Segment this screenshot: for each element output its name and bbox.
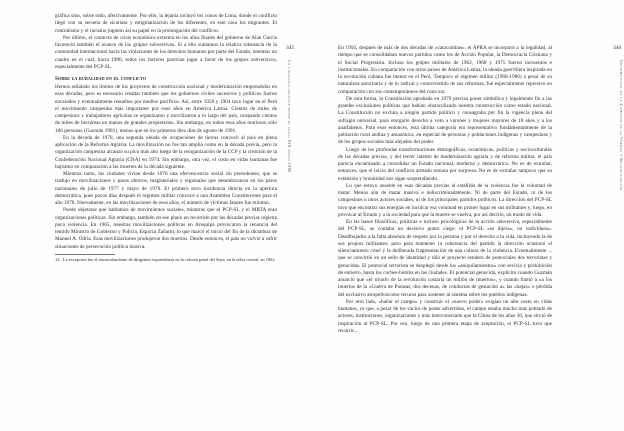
- right-page-body: [338, 45, 552, 335]
- body-paragraph: En 1956, después de más de dos décadas de «catacumbas», el APRA se incorporó a la legalidad, al tiempo que se consolidaban nuevos partidos como los de Acción Popular, la Democracia Cristiana y el Social Progresista. Incluso los golpes militares de 1962, 1968 y 1975 fueron incruentos e institucionales. En comparación con otros países de América Latina, la oleada guerrillera inspirada en la revolución cubana fue menor en el Perú. Tampoco el régimen militar (1968-1980) a pesar de su naturaleza autoritaria y de lo radical y controvertido de sus reformas, fue especialmente represivo en comparación con sus contemporáneos del cono sur.: [338, 45, 552, 95]
- footnote: [55, 257, 277, 263]
- body-paragraph: Luego de los profundas transformaciones demográficas, económicas, políticas y socioculturales de las décadas previas, y del tercer intento de modernización agraria y de reforma militar, el país parecía encaminado a consolidar un Estado nacional, moderno y democrático. No es de extrañar, entonces, que el inicio del conflicto armado tomara por sorpresa. No es de extrañar tampoco que su extensión y brutalidad nos sigan sorprendiendo.: [338, 146, 552, 182]
- page-number: 345: [286, 45, 295, 51]
- running-head-text: La violencia política desde el siglo XIX hasta 1990: [287, 60, 292, 173]
- section-heading: Sobre la ruralidad en el conflicto: [55, 76, 147, 82]
- body-paragraph: gráfica sino, sobre todo, afectivamente. Por ello, la lejanía incluyó los conos de Lima, donde el conflicto llegó con su secuela de sicariato y estigmatización de los diferentes, en este caso los migrantes. El centralismo y el racismo jugaron así su papel en la prolongación del conflicto.: [55, 13, 277, 34]
- body-paragraph: Puede objetarse que hablamos de movimientos sociales, mientras que el PCP-SL y el MRTA eran organizaciones políticas. Sin embargo, también en ese plano un recorrido por las décadas previas registra poca violencia. En 1965, nuestras movilizaciones políticas en Arequipa provocaron la renuncia del temido Ministro de Gobierno y Policía, Esparza Zañartu, lo que marcó el inicio del fin de la dictadura de Manuel A. Odría. Esas movilizaciones produjeron dos muertos. Desde entonces, el país no volvió a sufrir situaciones de persecución política masiva.: [55, 207, 277, 250]
- body-paragraph: De otra forma, la Constitución aprobada en 1979 precisa poner simbólica y legalmente fin a las grandes exclusiones políticas que habían obstaculizado nuestra construcción como estado nacional. La Constitución no excluía a ningún partido político y consagraba por fin la vigencia plena del sufragio universal, para otorgarle derecho a voto a varones y mujeres mayores de 18 años y a los analfabetos. Para esos entonces, esta última categoría era representativo fundamentalmente de la población rural andina y amazónica, en especial de personas y poblaciones indígenas y campesinas y de los grupos sociales más alejados del poder.: [338, 95, 552, 146]
- body-paragraph: En la década de 1970, una segunda oleada de ocupaciones de tierras convocó al país en plena aplicación de la Reforma Agraria. La movilización no fue tan amplia como en la década previa, pero la organización campesina alcanzó su pico más alto luego de la reorganización de la CCP y la creación de la Confederación Nacional Agraria (CNA) en 1974. Sin embargo, otra vez, el costo en vidas humanas fue bajísimo en comparación a las muertes de la década siguiente.: [55, 134, 277, 170]
- running-head: [287, 60, 297, 390]
- footnote-mark: 12: [55, 256, 60, 262]
- footnote-text: La excepción fue el encarcelamiento de dirigentes izquierdistas en la colonia penal del Sepa, en la selva central, en 1962.: [63, 256, 276, 262]
- left-page-body: [55, 13, 277, 263]
- left-page: [0, 0, 300, 431]
- body-paragraph: Mientras tanto, las ciudades vivían desde 1976 una efervescencia social sin precedentes, que se tradujo en movilizaciones y paros obreros, magisteriales y regionales que desembocaron en los paros nacionales de julio de 1977 y mayo de 1978. El primero tuvo incidencia directa en la apertura democrática, pues pocos días después el régimen militar convocó a una Asamblea Constituyente para el año 1978. Nuevamente, en las movilizaciones de esos años, el número de víctimas fatales fue mínimo.: [55, 171, 277, 206]
- body-paragraph: Por otro lado, «bañar el campo» y construir el «nuevo poder» exigían un alto costo en vidas humanas, ya que, a pesar de los vacíos de poder advertidos, el campo estaba mucho más poblado de actores, instituciones, organizaciones y más interconectado que la China de los años 30, que sirvió de inspiración al PCP-SL. Por eso, luego de una primera etapa de aceptación, el PCP-SL tuvo que recurrir...: [338, 298, 552, 334]
- body-paragraph: En las bases filosóficas, políticas e incluso psicológicas de la acción subversiva, especialmente del PCP-SL, se contaba un decisivo punto ciego: el PCP-SL «se dijera», no individuos». Desdibujados a la falta absoluta de respeto por la persona y por el derecho a la vida, incluyendo la de sus propios militantes; pero para mantener la coherencia del partido la dirección ocasionó el silenciamiento cruel y la deliberada fragmentación de una cultura de la violencia. Eventualmente ... que se convirtió en un sello de identidad y tiñó el proyecto sendero de potenciales dos terroristas y genocidas. El potencial terrorista se desplegó desde los «aniquilamientos» con sevicia y prohibición de entierro, hasta los coches-bomba en las ciudades. El potencial genocida, explícito cuando Guzmán anunció que «el triunfo de la revolución costaría un millón de muertos», y cuando llamó a «a los inuertos de la «Guerra de Parasas, dos decenas, de conductas de gestación a» las «bajas» o pérdida del exclusivo atropelloscomo recurso para sostener al sistema sobre los pueblos indígenas.: [338, 219, 552, 298]
- running-head-text: Informe final de la Comisión de la Verdad y Reconciliación: [619, 60, 624, 191]
- page-number: 346: [613, 45, 622, 51]
- body-paragraph: Lo que estuvo ausente en esas décadas previas al estallido de la violencia fue la voluntad de matar. Menos aún de matar masiva e indiscriminadamente. Ni de parte del Estado, ni de los campesinos u otros actores sociales, ni de los principales partidos políticos. La dirección del PCP-SL tuvo que encontrar sus energías en inculcar esa voluntad en primer lugar en sus militantes y, luego, en provocar al Estado y a la sociedad para que la muerte se vuelva, por así decirlo, un modo de vida.: [338, 182, 552, 218]
- body-paragraph: Por último, el contexto de crisis económica extrema en los años finales del gobierno de Alan García favoreció también el avance de los grupos subversivos. Si a ello sumamos la relativa tolerancia de la comunidad internacional hacia las violaciones de los derechos humanos por parte del Estado, tenemos un cuadro en el cual, hacia 1990, todos los factores parecían jugar a favor de los grupos subversivos, especialmente del PCP-SL.: [55, 34, 277, 70]
- body-paragraph: Hemos señalado los límites de los proyectos de construcción nacional y modernización emprendidos en esas décadas, pero es necesario resaltar también que los gobiernos civiles sucesivos y políticos fueron encarados y eventualmente resueltos por medios pacíficos. Así, entre 1958 y 1964 tuvo lugar en el Perú el movimiento campesino más importante por esos años en América Latina. Cientos de miles de campesinos y trabajadores agrícolas se organizaron y movilizaron a lo largo del país, ocupando cientos de miles de hectáreas en manos de grandes propietarios. Sin embargo, en todos esos años murieron sólo 166 personas (Guzmán 1981), menos que en los primeros diez días de agosto de 1991.: [55, 84, 277, 134]
- footnote-rule: [55, 254, 115, 255]
- running-head: [613, 60, 623, 390]
